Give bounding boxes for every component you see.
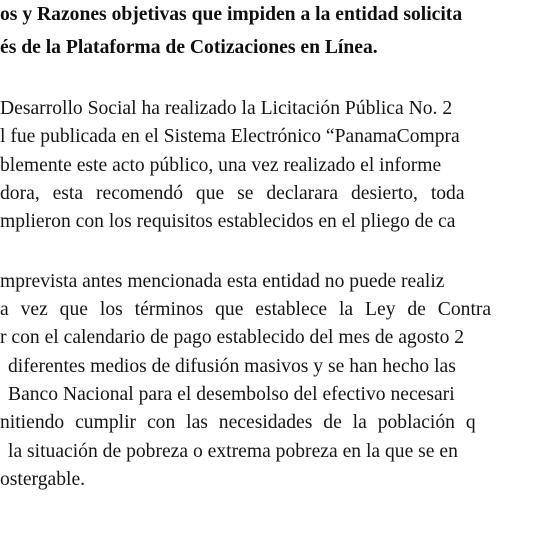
paragraph-2-line-1: mprevista antes mencionada esta entidad no puede realiz [0, 271, 445, 292]
paragraph-1-line-3: blemente este acto público, una vez realizado el informe [0, 155, 442, 176]
paragraph-2-line-6: nitiendo cumplir con las necesidades de la población q [0, 412, 476, 433]
paragraph-2-line-4: diferentes medios de difusión masivos y se han hecho las [8, 356, 456, 377]
paragraph-2-line-3: r con el calendario de pago establecido del mes de agosto 2 [0, 327, 465, 348]
paragraph-1-line-1: Desarrollo Social ha realizado la Licitación Pública No. 2 [0, 98, 453, 119]
paragraph-1-line-5: mplieron con los requisitos establecidos en el pliego de ca [0, 211, 456, 232]
paragraph-1-line-4: dora, esta recomendó que se declarara desierto, toda [0, 183, 465, 204]
paragraph-2-line-5: Banco Nacional para el desembolso del efectivo necesari [8, 384, 455, 405]
paragraph-1-line-2: l fue publicada en el Sistema Electrónico “PanamaCompra [0, 126, 460, 147]
paragraph-2-line-8: ostergable. [0, 469, 86, 490]
paragraph-2-line-7: la situación de pobreza o extrema pobreza en la que se en [8, 441, 458, 462]
section-heading-line-2: és de la Plataforma de Cotizaciones en Línea. [0, 37, 378, 58]
paragraph-2-line-2: a vez que los términos que establece la Ley de Contra [0, 299, 492, 320]
section-heading-line-1: os y Razones objetivas que impiden a la entidad solicita [0, 4, 463, 25]
